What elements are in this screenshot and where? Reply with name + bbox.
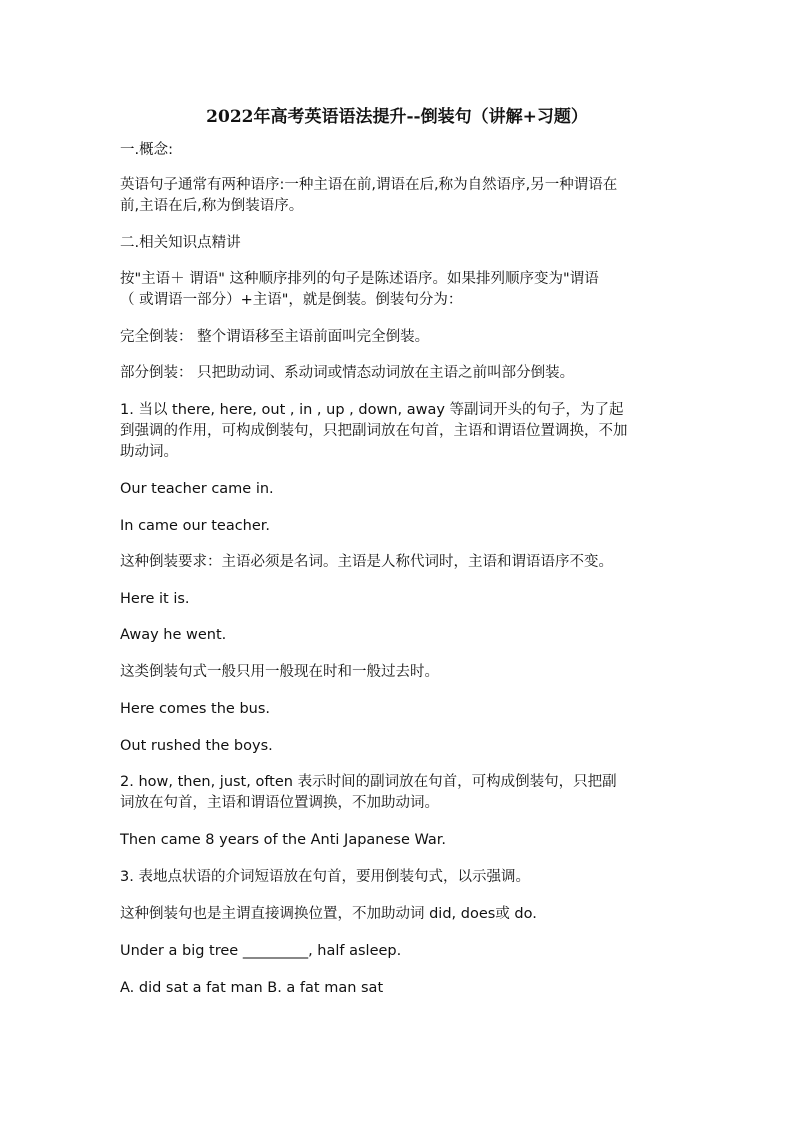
- paragraph-full-inversion: [120, 327, 680, 348]
- text-line: 词放在句首，主语和谓语位置调换，不加助动词。: [120, 795, 439, 811]
- text-line: 完全倒装： 整个谓语移至主语前面叫完全倒装。: [120, 329, 430, 345]
- text-line: 按"主语＋ 谓语" 这种顺序排列的句子是陈述语序。如果排列顺序变为"谓语: [120, 271, 599, 287]
- example-sentence: [120, 589, 680, 610]
- text-line: 这种倒装句也是主谓直接调换位置，不加助动词 did, does或 do.: [120, 906, 537, 922]
- text-line: Away he went.: [120, 627, 227, 643]
- text-line: Out rushed the boys.: [120, 738, 273, 754]
- paragraph-requirement: [120, 552, 680, 573]
- paragraph-tense-note: [120, 662, 680, 683]
- rule-3: [120, 867, 680, 888]
- text-line: Here comes the bus.: [120, 701, 271, 717]
- paragraph-partial-inversion: [120, 363, 680, 384]
- text-line: （ 或谓语一部分）+主语"，就是倒装。倒装句分为：: [120, 292, 463, 308]
- paragraph-definition: [120, 175, 680, 217]
- document-title: 2022年高考英语语法提升--倒装句（讲解+习题）: [206, 107, 588, 127]
- example-sentence: [120, 516, 680, 537]
- rule-1: [120, 400, 680, 463]
- text-line: 一.概念:: [120, 142, 173, 158]
- text-line: In came our teacher.: [120, 518, 271, 534]
- text-line: Our teacher came in.: [120, 481, 274, 497]
- example-sentence: [120, 736, 680, 757]
- text-line: 这类倒装句式一般只用一般现在时和一般过去时。: [120, 664, 439, 680]
- text-line: Under a big tree _________, half asleep.: [120, 943, 402, 959]
- text-line: 助动词。: [120, 444, 178, 460]
- text-line: 前,主语在后,称为倒装语序。: [120, 198, 304, 214]
- text-line: 部分倒装： 只把助动词、系动词或情态动词放在主语之前叫部分倒装。: [120, 365, 575, 381]
- text-line: 1. 当以 there, here, out , in , up , down, away 等副词开头的句子，为了起: [120, 402, 624, 418]
- exercise-options: [120, 978, 680, 999]
- text-line: 二.相关知识点精讲: [120, 235, 241, 251]
- text-line: 3. 表地点状语的介词短语放在句首，要用倒装句式，以示强调。: [120, 869, 530, 885]
- exercise-question: [120, 941, 680, 962]
- paragraph-word-order: [120, 269, 680, 311]
- text-line: 2. how, then, just, often 表示时间的副词放在句首，可构成倒装句，只把副: [120, 774, 617, 790]
- section-heading-concept: [120, 140, 680, 161]
- text-line: Here it is.: [120, 591, 190, 607]
- example-sentence: [120, 830, 680, 851]
- rule-2: [120, 772, 680, 814]
- text-line: Then came 8 years of the Anti Japanese War.: [120, 832, 447, 848]
- text-line: 这种倒装要求：主语必须是名词。主语是人称代词时，主语和谓语语序不变。: [120, 554, 613, 570]
- text-line: 英语句子通常有两种语序:一种主语在前,谓语在后,称为自然语序,另一种谓语在: [120, 177, 618, 193]
- paragraph-rule-3-note: [120, 904, 680, 925]
- example-sentence: [120, 625, 680, 646]
- example-sentence: [120, 479, 680, 500]
- text-line: 到强调的作用，可构成倒装句，只把副词放在句首，主语和谓语位置调换，不加: [120, 423, 628, 439]
- section-heading-knowledge: [120, 233, 680, 254]
- example-sentence: [120, 699, 680, 720]
- text-line: A. did sat a fat man B. a fat man sat: [120, 980, 384, 996]
